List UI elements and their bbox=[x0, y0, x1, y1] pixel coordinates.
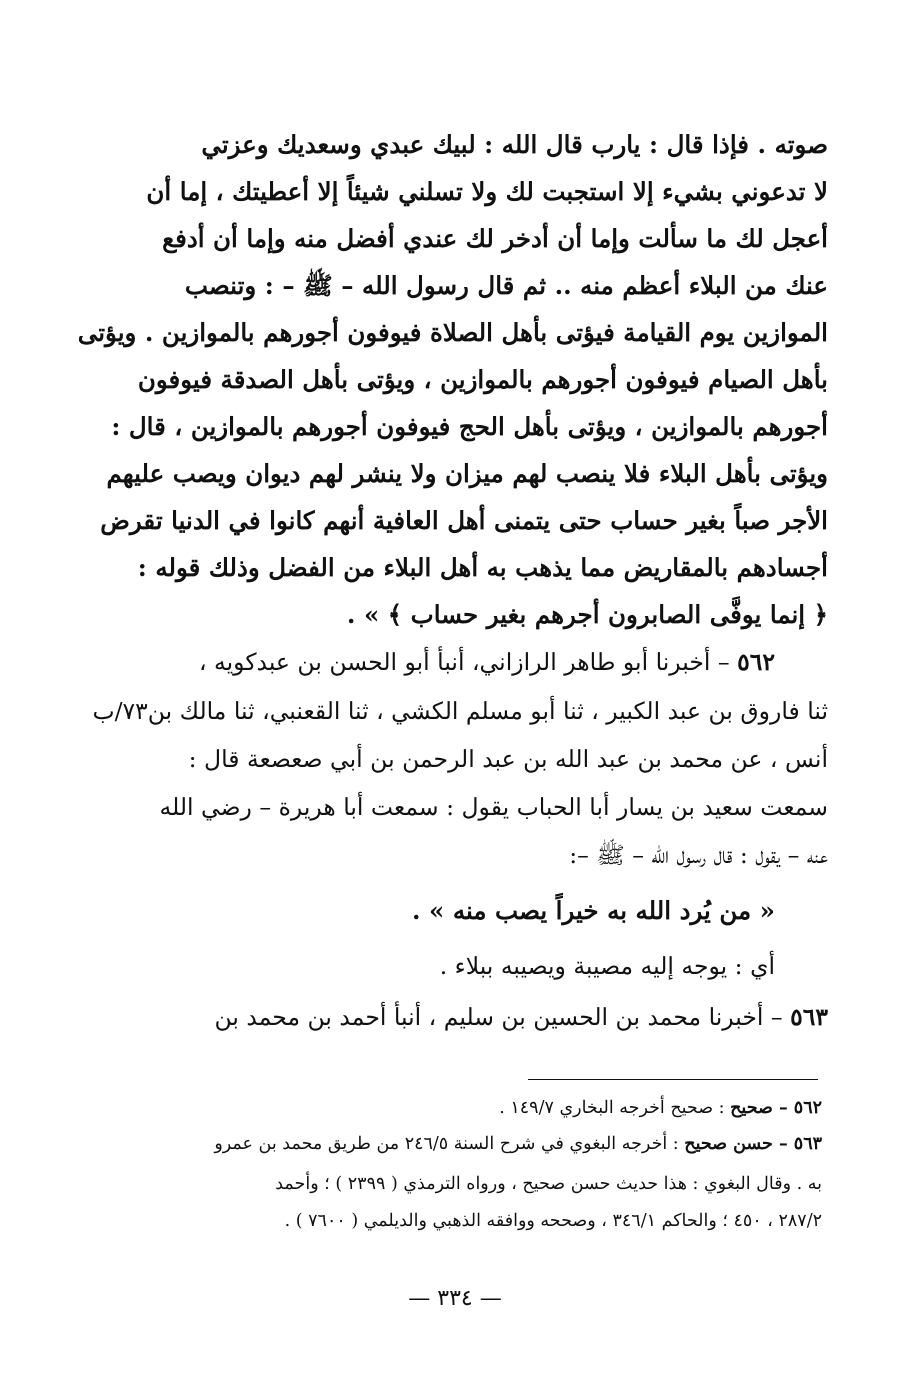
main-text-line-5: الموازين يوم القيامة فيؤتى بأهل الصلاة فيوفون أجورهم بالموازين . ويؤتى bbox=[77, 318, 828, 347]
footnote-562-text: : صحيح أخرجه البخاري ١٤٩/٧ . bbox=[499, 1098, 725, 1118]
hadith-562-quote: « من يُرد الله به خيراً يصب منه » . bbox=[411, 896, 775, 925]
hadith-563-line-1 bbox=[214, 1003, 828, 1031]
hadith-562-line-5: عنه – يقول : قال رسول الله – ﷺ –: bbox=[569, 841, 828, 869]
hadith-563-first-line: – أخبرنا محمد بن الحسين بن سليم ، أنبأ أحمد بن محمد بن bbox=[214, 1003, 783, 1031]
main-text-line-9: الأجر صباً بغير حساب حتى يتمنى أهل العافية أنهم كانوا في الدنيا تقرض bbox=[100, 506, 828, 535]
footnote-563-label: ٥٦٣ – حسن صحيح bbox=[684, 1134, 822, 1154]
footnote-563-line-2: به . وقال البغوي : هذا حديث حسن صحيح ، ورواه الترمذي ( ٢٣٩٩ ) ؛ وأحمد bbox=[275, 1174, 822, 1194]
main-text-line-8: ويؤتى بأهل البلاء فلا ينصب لهم ميزان ولا ينشر لهم ديوان ويصب عليهم bbox=[106, 459, 828, 488]
hadith-563-number: ٥٦٣ bbox=[790, 1003, 828, 1031]
main-text-line-3: أعجل لك ما سألت وإما أن أدخر لك عندي أفضل منه وإما أن أدفع bbox=[162, 224, 828, 253]
hadith-562-number: ٥٦٢ bbox=[737, 648, 775, 676]
hadith-562-explanation: أي : يوجه إليه مصيبة ويصيبه ببلاء . bbox=[439, 952, 775, 980]
footnote-563-text: : أخرجه البغوي في شرح السنة ٢٤٦/٥ من طريق محمد بن عمرو bbox=[214, 1134, 679, 1154]
main-text-line-2: لا تدعوني بشيء إلا استجبت لك ولا تسلني شيئاً إلا أعطيتك ، إما أن bbox=[146, 177, 828, 206]
main-text-line-7: أجورهم بالموازين ، ويؤتى بأهل الحج فيوفون أجورهم بالموازين ، قال : bbox=[111, 412, 828, 441]
hadith-562-text: ثنا فاروق بن عبد الكبير ، ثنا أبو مسلم الكشي ، ثنا القعنبي، ثنا مالك بن bbox=[147, 697, 828, 725]
main-text-line-10: أجسادهم بالمقاريض مما يذهب به أهل البلاء من الفضل وذلك قوله : bbox=[137, 553, 828, 582]
quran-verse-line: ﴿ إنما يوفَّى الصابرون أجرهم بغير حساب ﴾ » . bbox=[346, 600, 828, 629]
footnote-separator bbox=[528, 1079, 818, 1080]
hadith-562-line-4: سمعت سعيد بن يسار أبا الحباب يقول : سمعت أبا هريرة – رضي الله bbox=[159, 793, 828, 821]
footnote-562-label: ٥٦٢ – صحيح bbox=[730, 1098, 822, 1118]
footnote-562 bbox=[499, 1098, 822, 1118]
hadith-562-line-3: أنس ، عن محمد بن عبد الله بن عبد الرحمن بن أبي صعصعة قال : bbox=[188, 745, 828, 773]
main-text-line-1: صوته . فإذا قال : يارب قال الله : لبيك عبدي وسعديك وعزتي bbox=[201, 130, 828, 159]
footnote-563-line-3: ٢٨٧/٢ ، ٤٥٠ ؛ والحاكم ٣٤٦/١ ، وصححه ووافقه الذهبي والديلمي ( ٧٦٠٠ ) . bbox=[284, 1211, 822, 1231]
footnote-563 bbox=[214, 1134, 822, 1154]
page-number: — ٣٣٤ — bbox=[408, 1286, 502, 1311]
hadith-562-first-line: – أخبرنا أبو طاهر الرازاني، أنبأ أبو الحسن بن عبدكويه ، bbox=[198, 648, 730, 676]
hadith-562-line-1 bbox=[199, 648, 775, 676]
main-text-line-6: بأهل الصيام فيوفون أجورهم بالموازين ، ويؤتى بأهل الصدقة فيوفون bbox=[137, 365, 828, 394]
hadith-562-line-2 bbox=[92, 697, 828, 725]
folio-marker: ٧٣/ب bbox=[92, 697, 148, 725]
main-text-line-4: عنك من البلاء أعظم منه .. ثم قال رسول الله – ﷺ – : وتنصب bbox=[184, 271, 828, 300]
